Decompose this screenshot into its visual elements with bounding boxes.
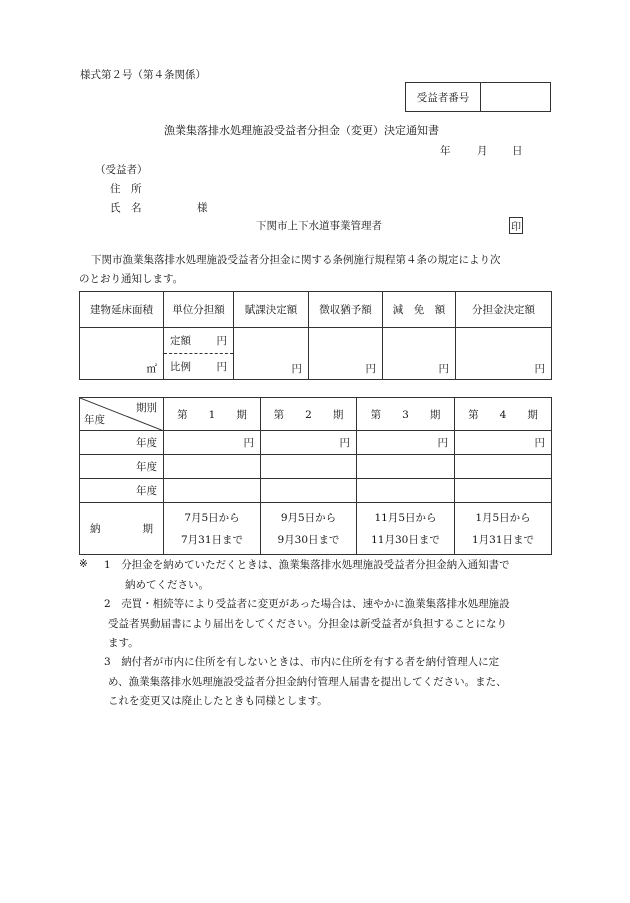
floor-area-cell[interactable]	[80, 328, 164, 380]
note-3	[104, 653, 507, 712]
yen-unit: 円	[534, 437, 545, 449]
period-year-corner	[80, 398, 164, 431]
ratio-label: 比例	[170, 361, 191, 373]
note-3-line-1: 納付者が市内に住所を有しないときは、市内に住所を有する者を納付管理人に定	[121, 656, 500, 668]
year-3-period-4[interactable]	[455, 479, 552, 503]
due-from: 7月5日から	[184, 511, 240, 524]
reduction-amount-cell[interactable]	[383, 328, 456, 380]
note-1-number: 1	[104, 559, 111, 571]
date-year: 年	[440, 145, 451, 157]
due-from: 9月5日から	[280, 511, 337, 524]
yen-unit: 円	[534, 363, 545, 375]
corner-period-label: 期別	[136, 402, 157, 414]
period-2-header: 第 2 期	[261, 398, 357, 431]
document-title: 漁業集落排水処理施設受益者分担金（変更）決定通知書	[164, 124, 439, 137]
levy-amount-cell[interactable]	[234, 328, 309, 380]
period-4-header: 第 4 期	[455, 398, 552, 431]
beneficiary-number-field[interactable]	[481, 83, 551, 112]
due-label-1: 納	[90, 523, 101, 535]
year-2-period-2[interactable]	[261, 455, 357, 479]
intro-line-2: のとおり通知します。	[79, 273, 184, 285]
yen-unit: 円	[243, 437, 254, 449]
installment-table	[79, 397, 552, 555]
note-1-line-2: 納めてください。	[125, 578, 209, 591]
ratio-yen: 円	[216, 361, 227, 373]
due-to: 11月30日まで	[371, 533, 440, 546]
year-1-period-4[interactable]	[455, 431, 552, 455]
note-2-number: 2	[104, 598, 111, 610]
due-to: 1月31日まで	[471, 533, 535, 546]
due-label-2: 期	[142, 523, 153, 535]
yen-unit: 円	[365, 363, 376, 375]
year-2-period-4[interactable]	[455, 455, 552, 479]
deferral-amount-cell[interactable]	[309, 328, 383, 380]
recipient-heading: （受益者）	[95, 164, 148, 176]
final-amount-cell[interactable]	[456, 328, 552, 380]
form-number: 様式第２号（第４条関係）	[80, 69, 206, 81]
date-day: 日	[512, 145, 523, 157]
corner-year-label: 年度	[84, 414, 105, 426]
honorific: 様	[197, 202, 208, 214]
year-1-period-2[interactable]	[261, 431, 357, 455]
note-3-line-2: め、漁業集落排水処理施設受益者分担金納付管理人届書を提出してください。また、	[108, 675, 507, 688]
due-to: 9月30日まで	[277, 533, 340, 546]
beneficiary-number-box	[405, 82, 551, 112]
area-unit: ㎡	[146, 363, 157, 375]
due-period-3	[357, 503, 455, 555]
yen-unit: 円	[438, 363, 449, 375]
note-1-line-1: 分担金を納めていただくときは、漁業集落排水処理施設受益者分担金納入通知書で	[121, 559, 510, 571]
intro-line-1: 下関市漁業集落排水処理施設受益者分担金に関する条例施行規程第４条の規定により次	[91, 254, 501, 266]
due-label-cell	[80, 503, 164, 555]
header-final-amount: 分担金決定額	[456, 292, 552, 328]
note-2	[104, 595, 510, 654]
note-3-line-3: これを変更又は廃止したときも同様とします。	[108, 695, 328, 707]
header-unit-share: 単位分担額	[164, 292, 234, 328]
note-3-number: 3	[104, 656, 111, 668]
period-3-header: 第 3 期	[357, 398, 455, 431]
year-2-period-3[interactable]	[357, 455, 455, 479]
yen-unit: 円	[339, 437, 350, 449]
year-3-period-3[interactable]	[357, 479, 455, 503]
due-from: 1月5日から	[475, 511, 531, 524]
assessment-table	[79, 291, 552, 380]
fixed-label: 定額	[170, 335, 191, 347]
fixed-yen: 円	[216, 335, 227, 347]
due-period-4	[455, 503, 552, 555]
period-1-header: 第 1 期	[164, 398, 261, 431]
year-row-1-label: 年度	[80, 431, 164, 455]
beneficiary-number-label: 受益者番号	[406, 83, 481, 112]
unit-share-cell[interactable]	[164, 328, 234, 380]
name-label: 氏 名	[110, 202, 142, 214]
notes-mark: ※	[79, 558, 88, 570]
year-3-period-2[interactable]	[261, 479, 357, 503]
address-label: 住 所	[110, 183, 142, 195]
year-1-period-3[interactable]	[357, 431, 455, 455]
year-2-period-1[interactable]	[164, 455, 261, 479]
issuer: 下関市上下水道事業管理者	[256, 220, 382, 232]
header-floor-area: 建物延床面積	[80, 292, 164, 328]
due-period-2	[261, 503, 357, 555]
year-row-2-label: 年度	[80, 455, 164, 479]
due-from: 11月5日から	[374, 511, 437, 524]
note-2-line-1: 売買・相続等により受益者に変更があった場合は、速やかに漁業集落排水処理施設	[121, 598, 510, 610]
yen-unit: 円	[291, 363, 302, 375]
header-reduction-amount: 減 免 額	[383, 292, 456, 328]
yen-unit: 円	[437, 437, 448, 449]
note-2-line-2: 受益者異動届書により届出をしてください。分担金は新受益者が負担することになり	[108, 617, 507, 630]
seal-mark: 印	[509, 217, 523, 234]
due-to: 7月31日まで	[180, 533, 244, 546]
note-1	[104, 556, 510, 595]
header-deferral-amount: 徴収猶予額	[309, 292, 383, 328]
year-3-period-1[interactable]	[164, 479, 261, 503]
due-period-1	[164, 503, 261, 555]
year-1-period-1[interactable]	[164, 431, 261, 455]
year-row-3-label: 年度	[80, 479, 164, 503]
note-2-line-3: ます。	[108, 637, 139, 649]
header-levy-amount: 賦課決定額	[234, 292, 309, 328]
date-month: 月	[477, 145, 488, 157]
